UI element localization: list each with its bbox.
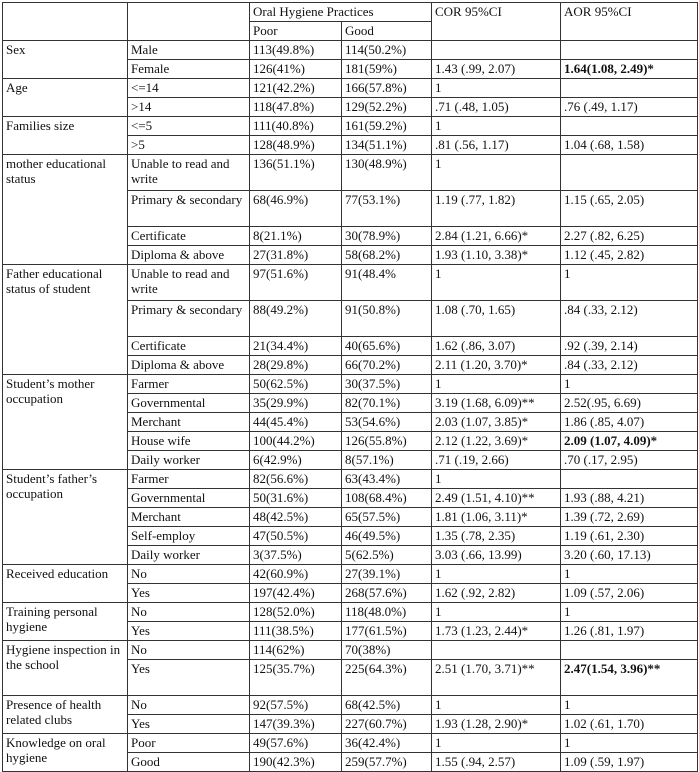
aor-cell — [561, 79, 698, 98]
aor-cell: 1.93 (.88, 4.21) — [561, 489, 698, 508]
aor-cell — [561, 470, 698, 489]
aor-cell: 2.52(.95, 6.69) — [561, 394, 698, 413]
poor-count-cell: 97(51.6%) — [250, 265, 342, 301]
category-cell: Farmer — [128, 375, 250, 394]
header-poor: Poor — [250, 22, 342, 41]
poor-count-cell: 21(34.4%) — [250, 337, 342, 356]
good-count-cell: 58(68.2%) — [342, 246, 432, 265]
header-aor: AOR 95%CI — [561, 3, 698, 41]
cor-cell: 1.62 (.92, 2.82) — [432, 584, 561, 603]
good-count-cell: 126(55.8%) — [342, 432, 432, 451]
table-row — [3, 470, 698, 489]
cor-cell: 3.03 (.66, 13.99) — [432, 546, 561, 565]
cor-cell: 1 — [432, 734, 561, 753]
aor-cell: 1.09 (.59, 1.97) — [561, 753, 698, 772]
table-row — [3, 375, 698, 394]
aor-cell: 1.64(1.08, 2.49)* — [561, 60, 698, 79]
poor-count-cell: 27(31.8%) — [250, 246, 342, 265]
good-count-cell: 30(37.5%) — [342, 375, 432, 394]
cor-cell: 1.35 (.78, 2.35) — [432, 527, 561, 546]
aor-cell: .84 (.33, 2.12) — [561, 356, 698, 375]
poor-count-cell: 82(56.6%) — [250, 470, 342, 489]
good-count-cell: 177(61.5%) — [342, 622, 432, 641]
good-count-cell: 225(64.3%) — [342, 660, 432, 696]
category-cell: No — [128, 603, 250, 622]
category-cell: Yes — [128, 715, 250, 734]
table-row — [3, 565, 698, 584]
variable-label: Training personal hygiene — [3, 603, 128, 641]
poor-count-cell: 6(42.9%) — [250, 451, 342, 470]
aor-cell: .84 (.33, 2.12) — [561, 301, 698, 337]
poor-count-cell: 50(62.5%) — [250, 375, 342, 394]
aor-cell: 1 — [561, 696, 698, 715]
poor-count-cell: 44(45.4%) — [250, 413, 342, 432]
category-cell: <=5 — [128, 117, 250, 136]
aor-cell: 1.12 (.45, 2.82) — [561, 246, 698, 265]
cor-cell: 1.08 (.70, 1.65) — [432, 301, 561, 337]
category-cell: Certificate — [128, 337, 250, 356]
cor-cell: 1.62 (.86, 3.07) — [432, 337, 561, 356]
cor-cell: 1.43 (.99, 2.07) — [432, 60, 561, 79]
variable-label: Sex — [3, 41, 128, 79]
category-cell: Yes — [128, 660, 250, 696]
poor-count-cell: 190(42.3%) — [250, 753, 342, 772]
good-count-cell: 268(57.6%) — [342, 584, 432, 603]
cor-cell: 1 — [432, 603, 561, 622]
variable-label: Presence of health related clubs — [3, 696, 128, 734]
good-count-cell: 259(57.7%) — [342, 753, 432, 772]
poor-count-cell: 35(29.9%) — [250, 394, 342, 413]
good-count-cell: 36(42.4%) — [342, 734, 432, 753]
aor-cell — [561, 641, 698, 660]
category-cell: Primary & secondary — [128, 301, 250, 337]
cor-cell: 2.51 (1.70, 3.71)** — [432, 660, 561, 696]
cor-cell — [432, 41, 561, 60]
cor-cell: 1 — [432, 696, 561, 715]
aor-cell: 2.09 (1.07, 4.09)* — [561, 432, 698, 451]
table-row — [3, 734, 698, 753]
cor-cell: 1 — [432, 155, 561, 191]
odds-ratio-table — [2, 2, 698, 772]
category-cell: Unable to read and write — [128, 265, 250, 301]
cor-cell: 1.93 (1.10, 3.38)* — [432, 246, 561, 265]
category-cell: Unable to read and write — [128, 155, 250, 191]
category-cell: Merchant — [128, 413, 250, 432]
category-cell: Farmer — [128, 470, 250, 489]
poor-count-cell: 49(57.6%) — [250, 734, 342, 753]
good-count-cell: 5(62.5%) — [342, 546, 432, 565]
aor-cell: 1.15 (.65, 2.05) — [561, 191, 698, 227]
good-count-cell: 118(48.0%) — [342, 603, 432, 622]
poor-count-cell: 128(48.9%) — [250, 136, 342, 155]
poor-count-cell: 68(46.9%) — [250, 191, 342, 227]
aor-cell — [561, 117, 698, 136]
category-cell: <=14 — [128, 79, 250, 98]
table-row — [3, 117, 698, 136]
table-row — [3, 41, 698, 60]
table-row — [3, 603, 698, 622]
variable-label: Father educational status of student — [3, 265, 128, 375]
category-cell: Diploma & above — [128, 356, 250, 375]
good-count-cell: 129(52.2%) — [342, 98, 432, 117]
cor-cell: 1 — [432, 79, 561, 98]
poor-count-cell: 114(62%) — [250, 641, 342, 660]
cor-cell: 1 — [432, 375, 561, 394]
table-body — [3, 41, 698, 772]
cor-cell: 2.12 (1.22, 3.69)* — [432, 432, 561, 451]
category-cell: Governmental — [128, 489, 250, 508]
category-cell: Diploma & above — [128, 246, 250, 265]
cor-cell: .81 (.56, 1.17) — [432, 136, 561, 155]
aor-cell: 1.19 (.61, 2.30) — [561, 527, 698, 546]
cor-cell: 2.11 (1.20, 3.70)* — [432, 356, 561, 375]
good-count-cell: 46(49.5%) — [342, 527, 432, 546]
poor-count-cell: 3(37.5%) — [250, 546, 342, 565]
aor-cell: 1.86 (.85, 4.07) — [561, 413, 698, 432]
poor-count-cell: 197(42.4%) — [250, 584, 342, 603]
good-count-cell: 53(54.6%) — [342, 413, 432, 432]
aor-cell: 2.27 (.82, 6.25) — [561, 227, 698, 246]
aor-cell: 1.02 (.61, 1.70) — [561, 715, 698, 734]
poor-count-cell: 126(41%) — [250, 60, 342, 79]
header-blank — [3, 3, 128, 41]
table-row — [3, 79, 698, 98]
poor-count-cell: 111(40.8%) — [250, 117, 342, 136]
good-count-cell: 91(50.8%) — [342, 301, 432, 337]
cor-cell: 1 — [432, 265, 561, 301]
aor-cell: .92 (.39, 2.14) — [561, 337, 698, 356]
poor-count-cell: 50(31.6%) — [250, 489, 342, 508]
header-practices: Oral Hygiene Practices — [250, 3, 432, 22]
cor-cell: 1.55 (.94, 2.57) — [432, 753, 561, 772]
category-cell: No — [128, 696, 250, 715]
category-cell: >14 — [128, 98, 250, 117]
poor-count-cell: 118(47.8%) — [250, 98, 342, 117]
good-count-cell: 40(65.6%) — [342, 337, 432, 356]
category-cell: Certificate — [128, 227, 250, 246]
category-cell: Female — [128, 60, 250, 79]
variable-label: Age — [3, 79, 128, 117]
poor-count-cell: 121(42.2%) — [250, 79, 342, 98]
good-count-cell: 63(43.4%) — [342, 470, 432, 489]
aor-cell: 1.39 (.72, 2.69) — [561, 508, 698, 527]
aor-cell — [561, 41, 698, 60]
good-count-cell: 181(59%) — [342, 60, 432, 79]
good-count-cell: 65(57.5%) — [342, 508, 432, 527]
aor-cell: 1.09 (.57, 2.06) — [561, 584, 698, 603]
cor-cell: .71 (.19, 2.66) — [432, 451, 561, 470]
good-count-cell: 70(38%) — [342, 641, 432, 660]
good-count-cell: 66(70.2%) — [342, 356, 432, 375]
cor-cell — [432, 641, 561, 660]
cor-cell: 1 — [432, 470, 561, 489]
good-count-cell: 130(48.9%) — [342, 155, 432, 191]
variable-label: Families size — [3, 117, 128, 155]
variable-label: Knowledge on oral hygiene — [3, 734, 128, 772]
poor-count-cell: 113(49.8%) — [250, 41, 342, 60]
good-count-cell: 114(50.2%) — [342, 41, 432, 60]
good-count-cell: 77(53.1%) — [342, 191, 432, 227]
cor-cell: 1 — [432, 565, 561, 584]
aor-cell: 1.04 (.68, 1.58) — [561, 136, 698, 155]
good-count-cell: 82(70.1%) — [342, 394, 432, 413]
aor-cell: 1.26 (.81, 1.97) — [561, 622, 698, 641]
good-count-cell: 108(68.4%) — [342, 489, 432, 508]
poor-count-cell: 100(44.2%) — [250, 432, 342, 451]
category-cell: Male — [128, 41, 250, 60]
cor-cell: .71 (.48, 1.05) — [432, 98, 561, 117]
variable-label: Received education — [3, 565, 128, 603]
aor-cell: 3.20 (.60, 17.13) — [561, 546, 698, 565]
table-row — [3, 155, 698, 191]
poor-count-cell: 92(57.5%) — [250, 696, 342, 715]
aor-cell: .70 (.17, 2.95) — [561, 451, 698, 470]
good-count-cell: 27(39.1%) — [342, 565, 432, 584]
good-count-cell: 91(48.4% — [342, 265, 432, 301]
category-cell: Self-employ — [128, 527, 250, 546]
good-count-cell: 30(78.9%) — [342, 227, 432, 246]
cor-cell: 2.49 (1.51, 4.10)** — [432, 489, 561, 508]
poor-count-cell: 88(49.2%) — [250, 301, 342, 337]
aor-cell: 1 — [561, 565, 698, 584]
header-row-1 — [3, 3, 698, 22]
category-cell: Governmental — [128, 394, 250, 413]
cor-cell: 2.03 (1.07, 3.85)* — [432, 413, 561, 432]
good-count-cell: 8(57.1%) — [342, 451, 432, 470]
table-row — [3, 641, 698, 660]
category-cell: House wife — [128, 432, 250, 451]
category-cell: Poor — [128, 734, 250, 753]
cor-cell: 1 — [432, 117, 561, 136]
aor-cell: 1 — [561, 375, 698, 394]
poor-count-cell: 111(38.5%) — [250, 622, 342, 641]
category-cell: Good — [128, 753, 250, 772]
good-count-cell: 227(60.7%) — [342, 715, 432, 734]
aor-cell: 1 — [561, 265, 698, 301]
category-cell: Yes — [128, 584, 250, 603]
good-count-cell: 166(57.8%) — [342, 79, 432, 98]
variable-label: mother educational status — [3, 155, 128, 265]
category-cell: Yes — [128, 622, 250, 641]
header-good: Good — [342, 22, 432, 41]
table-row — [3, 265, 698, 301]
variable-label: Hygiene inspection in the school — [3, 641, 128, 696]
good-count-cell: 68(42.5%) — [342, 696, 432, 715]
poor-count-cell: 128(52.0%) — [250, 603, 342, 622]
poor-count-cell: 42(60.9%) — [250, 565, 342, 584]
poor-count-cell: 47(50.5%) — [250, 527, 342, 546]
variable-label: Student’s mother occupation — [3, 375, 128, 470]
cor-cell: 1.73 (1.23, 2.44)* — [432, 622, 561, 641]
aor-cell: .76 (.49, 1.17) — [561, 98, 698, 117]
category-cell: Daily worker — [128, 546, 250, 565]
cor-cell: 3.19 (1.68, 6.09)** — [432, 394, 561, 413]
poor-count-cell: 147(39.3%) — [250, 715, 342, 734]
category-cell: No — [128, 641, 250, 660]
poor-count-cell: 125(35.7%) — [250, 660, 342, 696]
category-cell: Merchant — [128, 508, 250, 527]
poor-count-cell: 8(21.1%) — [250, 227, 342, 246]
header-cor: COR 95%CI — [432, 3, 561, 41]
poor-count-cell: 136(51.1%) — [250, 155, 342, 191]
variable-label: Student’s father’s occupation — [3, 470, 128, 565]
cor-cell: 1.19 (.77, 1.82) — [432, 191, 561, 227]
good-count-cell: 161(59.2%) — [342, 117, 432, 136]
header-blank — [128, 3, 250, 41]
aor-cell — [561, 155, 698, 191]
cor-cell: 2.84 (1.21, 6.66)* — [432, 227, 561, 246]
table-row — [3, 696, 698, 715]
aor-cell: 1 — [561, 603, 698, 622]
poor-count-cell: 48(42.5%) — [250, 508, 342, 527]
poor-count-cell: 28(29.8%) — [250, 356, 342, 375]
category-cell: Primary & secondary — [128, 191, 250, 227]
category-cell: Daily worker — [128, 451, 250, 470]
good-count-cell: 134(51.1%) — [342, 136, 432, 155]
aor-cell: 1 — [561, 734, 698, 753]
cor-cell: 1.81 (1.06, 3.11)* — [432, 508, 561, 527]
category-cell: No — [128, 565, 250, 584]
cor-cell: 1.93 (1.28, 2.90)* — [432, 715, 561, 734]
aor-cell: 2.47(1.54, 3.96)** — [561, 660, 698, 696]
category-cell: >5 — [128, 136, 250, 155]
